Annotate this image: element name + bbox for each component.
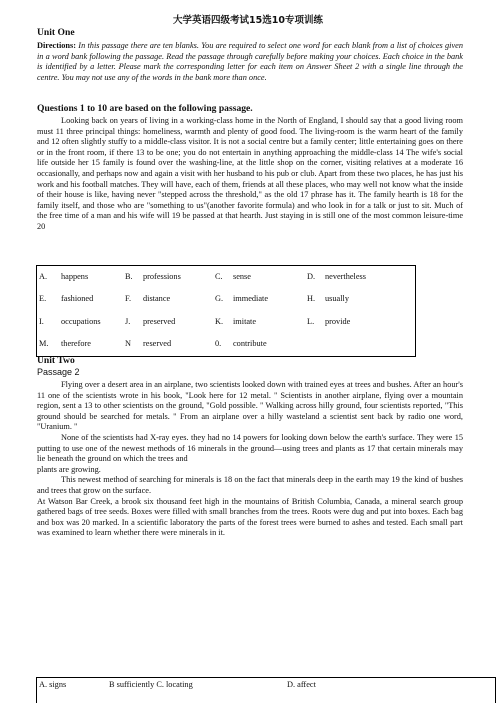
word-bank-letter: L. [307, 316, 315, 326]
word-bank-letter: 0. [215, 339, 222, 349]
word-bank-word: happens [61, 271, 89, 281]
word-bank-word: usually [325, 294, 349, 304]
page-title: 大学英语四级考试15选10专项训练 [173, 15, 323, 26]
passage-two-para-2: None of the scientists had X-ray eyes. they had no 14 powers for looking down below the earth's surface. They were 15 putting to use one of the newest methods of 16 minerals in the ground—using trees and plants as 17 that certain minerals may lie beneath the ground on which the trees and [37, 432, 463, 464]
passage-two-para-3: This newest method of searching for minerals is 18 on the fact that minerals deep in the earth may 19 the kind of bushes and trees that grow on the surface. [37, 475, 463, 495]
word-bank-word: immediate [233, 294, 269, 304]
word-bank-word [323, 334, 416, 357]
passage-one [37, 116, 463, 233]
word-bank-word: sense [233, 271, 251, 281]
word-bank-letter: N [125, 339, 131, 349]
word-bank-letter: A. [39, 271, 48, 281]
word-bank-letter: F. [125, 294, 132, 304]
word-bank-letter: H. [307, 294, 316, 304]
directions [37, 41, 463, 83]
word-bank-row [37, 266, 416, 289]
word-bank-table [36, 265, 416, 357]
word-bank-letter: C. [215, 271, 223, 281]
word-bank-letter [305, 334, 323, 357]
word-bank-word: imitate [233, 316, 257, 326]
word-bank-letter: M. [39, 339, 49, 349]
directions-text: In this passage there are ten blanks. You are required to select one word for each blank from a list of choices given in a word bank following the passage. Read the passage through carefully before making your choices. Each choice in the bank is identified by a letter. Please mark the corresponding letter for each item on Answer Sheet 2 with a single line through the centre. You may not use any of the words in the bank more than once. [37, 41, 463, 82]
word-bank-letter: K. [215, 316, 224, 326]
questions-heading: Questions 1 to 10 are based on the following passage. [37, 103, 253, 114]
word-bank-word: contribute [233, 339, 267, 349]
option-d: D. affect [287, 680, 316, 689]
directions-label: Directions: [37, 41, 77, 50]
word-bank-word: occupations [61, 316, 101, 326]
option-b-c: B sufficiently C. locating [109, 680, 193, 689]
word-bank-letter: B. [125, 271, 133, 281]
word-bank-word: reserved [143, 339, 172, 349]
passage-two [37, 380, 463, 539]
word-bank-letter: I. [39, 316, 44, 326]
unit-two-heading: Unit Two [37, 355, 75, 366]
word-bank-word: fashioned [61, 294, 94, 304]
word-bank-letter: D. [307, 271, 316, 281]
word-bank-word: distance [143, 294, 171, 304]
passage-one-text: Looking back on years of living in a working-class home in the North of England, I should say that a good living room must 11 three principal things: homeliness, warmth and plenty of good food. The living-room is the warm heart of the family and 12 often slightly stuffy to a middle-class visitor. It is not a social centre but a family center; little entertaining goes on there or in the front room, if there 13 to be one; you do not entertain in anything approaching the middle-class 14 The wife's social life outside her 15 family is found over the washing-line, at the little shop on the corner, visiting relatives at a moderate 16 occasionally, and perhaps now and again a visit with her husband to his pub or club. Apart from these two places, he has just his work and his football matches. They will have, each of them, friends at all these places, who may well not know what the inside of their house is like, having never "stepped across the threshold," as the old 17 phrase has it. The family hearth is 18 for the family itself, and those who are "something to us"(another favorite formula) and who look in for a talk or just to sit. Much of the free time of a man and his wife will 19 be passed at that hearth. Just staying in is still one of the most common leisure-time 20 [37, 116, 463, 231]
word-bank-word: provide [325, 316, 351, 326]
word-bank-word: therefore [61, 339, 91, 349]
word-bank-letter: E. [39, 294, 47, 304]
option-a: A. signs [39, 680, 67, 689]
word-bank-row [37, 289, 416, 312]
word-bank-word: nevertheless [325, 271, 367, 281]
word-bank-row [37, 334, 416, 357]
passage-two-label: Passage 2 [37, 367, 80, 377]
unit-one-heading: Unit One [37, 27, 75, 38]
options-box [36, 677, 496, 703]
word-bank-word: professions [143, 271, 181, 281]
word-bank-word: preserved [143, 316, 176, 326]
passage-two-para-4: At Watson Bar Creek, a brook six thousand feet high in the mountains of British Columbia, Canada, a mineral search group gathered bags of tree seeds. Boxes were filled with small branches from the trees. Roots were dug and put into boxes. Each bag and box was 20 marked. In a scientific laboratory the parts of the forest trees were burned to ashes and tested. Each small part was examined to learn whether there were minerals in it. [37, 496, 463, 538]
word-bank-letter: J. [125, 316, 131, 326]
passage-two-para-1: Flying over a desert area in an airplane, two scientists looked down with trained eyes at trees and bushes. After an hour's 11 one of the scientists wrote in his book, "Look here for 12 metal. " Scientists in another airplane, flying over a mountain region, sent a 13 to other scientists on the ground, "Gold possible. " Walking across hilly ground, four scientists reported, "This ground should be searched for metals. " From an airplane over a hilly wasteland a scientist sent back by radio one word, "Uranium. " [37, 380, 463, 432]
word-bank-row [37, 311, 416, 334]
passage-two-para-2b: plants are growing. [37, 464, 101, 474]
word-bank-letter: G. [215, 294, 224, 304]
